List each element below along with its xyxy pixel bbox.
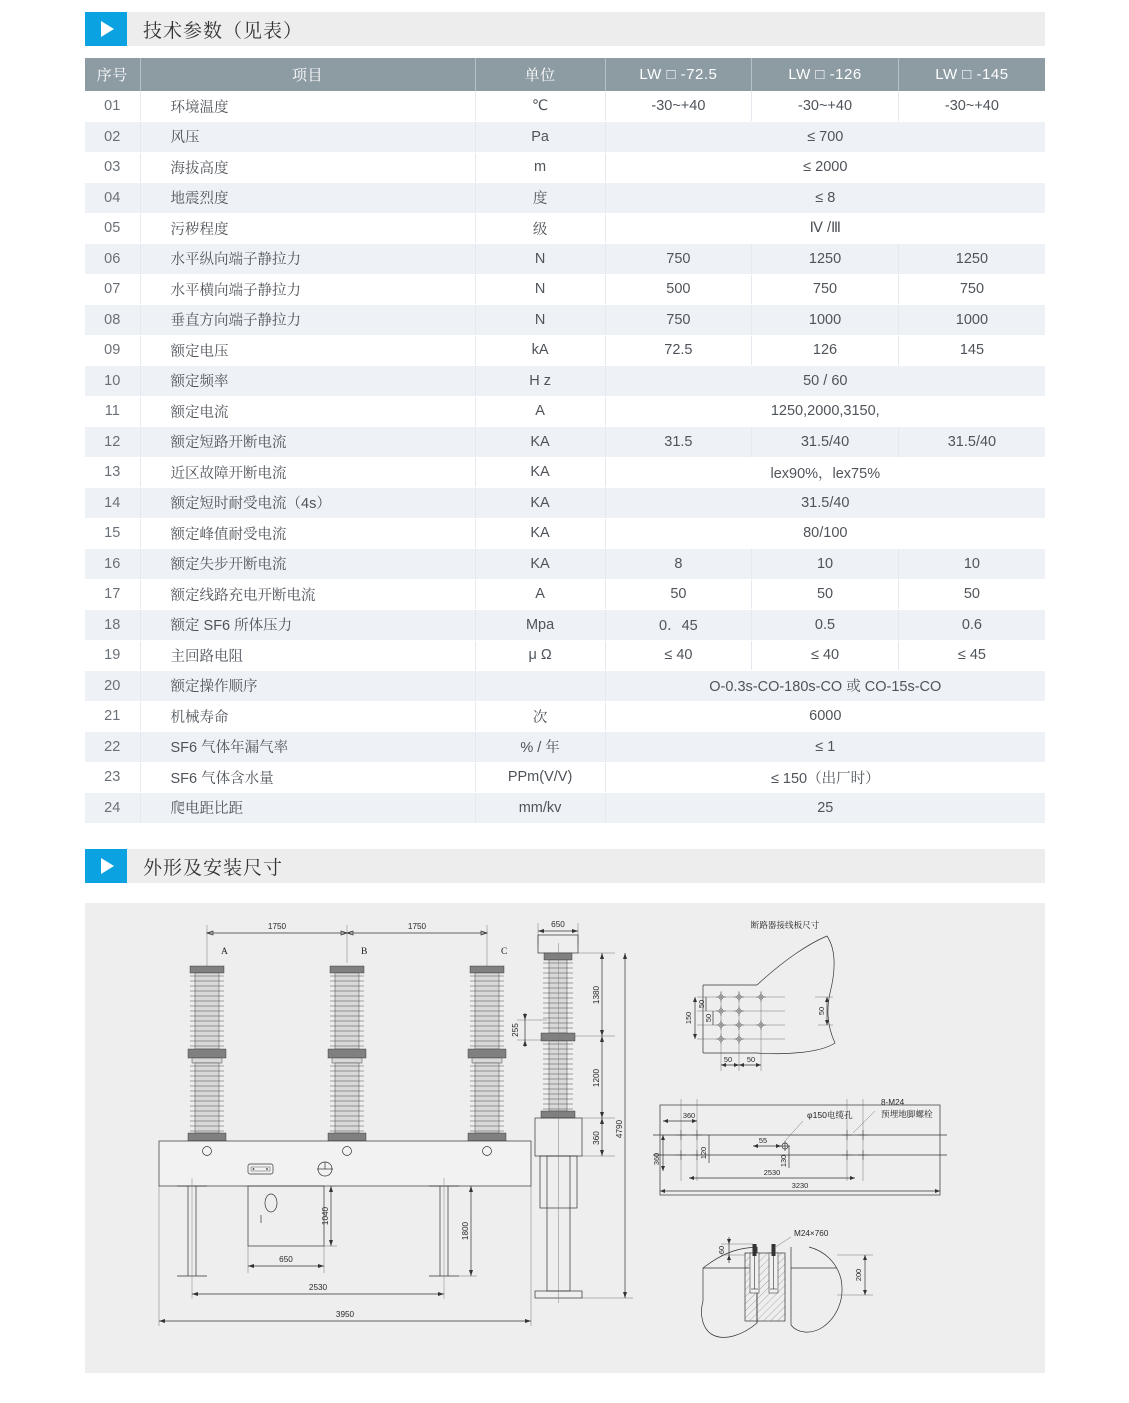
table-row	[85, 671, 1045, 702]
cell-unit: KA	[475, 549, 605, 580]
cell-unit: 级	[475, 213, 605, 244]
table-row	[85, 91, 1045, 122]
cell-item: 额定 SF6 所体压力	[140, 610, 475, 641]
dim-tp-bot-50b: 50	[746, 1055, 756, 1064]
cell-unit: mm/kv	[475, 793, 605, 824]
cell-value-0: 500	[605, 274, 752, 305]
cell-no: 19	[85, 640, 140, 671]
cell-unit: A	[475, 579, 605, 610]
cell-unit: N	[475, 274, 605, 305]
cell-value-0: 8	[605, 549, 752, 580]
cell-item: SF6 气体含水量	[140, 762, 475, 793]
cell-value-1: 50	[752, 579, 899, 610]
cell-value-merged: ≤ 1	[605, 732, 1045, 763]
table-row	[85, 305, 1045, 336]
table-row	[85, 152, 1045, 183]
phase-label-c: C	[501, 947, 508, 957]
dim-cabinet-height: 1040	[321, 1206, 330, 1226]
table-row	[85, 701, 1045, 732]
cell-value-1: 10	[752, 549, 899, 580]
table-row	[85, 762, 1045, 793]
cell-no: 09	[85, 335, 140, 366]
cell-no: 06	[85, 244, 140, 275]
cell-value-merged: 6000	[605, 701, 1045, 732]
table-row	[85, 274, 1045, 305]
cell-value-1: 0.5	[752, 610, 899, 641]
cell-value-1: 126	[752, 335, 899, 366]
cell-item: 额定操作顺序	[140, 671, 475, 702]
cell-no: 03	[85, 152, 140, 183]
table-row	[85, 457, 1045, 488]
cell-unit: N	[475, 305, 605, 336]
table-row	[85, 366, 1045, 397]
cell-no: 23	[85, 762, 140, 793]
cell-unit: 度	[475, 183, 605, 214]
cell-unit	[475, 671, 605, 702]
cell-item: 水平横向端子静拉力	[140, 274, 475, 305]
cell-unit: KA	[475, 427, 605, 458]
cell-value-2: ≤ 45	[898, 640, 1045, 671]
section-header-specs	[85, 12, 1045, 46]
dim-overall-height: 4790	[615, 1119, 624, 1139]
note-bolt-spec: M24×760	[794, 1229, 829, 1238]
cell-value-merged: 31.5/40	[605, 488, 1045, 519]
bolt-hole-grid	[697, 991, 785, 1071]
dim-lower-insulator: 1200	[592, 1068, 601, 1088]
cell-unit: PPm(V/V)	[475, 762, 605, 793]
cell-value-merged: ≤ 700	[605, 122, 1045, 153]
table-row	[85, 640, 1045, 671]
play-triangle-icon	[85, 849, 127, 883]
cell-value-0: 750	[605, 305, 752, 336]
table-row	[85, 518, 1045, 549]
cell-value-0: 72.5	[605, 335, 752, 366]
table-row	[85, 793, 1045, 824]
cell-no: 14	[85, 488, 140, 519]
cell-item: 主回路电阻	[140, 640, 475, 671]
cell-unit: Pa	[475, 122, 605, 153]
cell-unit: Mpa	[475, 610, 605, 641]
table-row	[85, 396, 1045, 427]
cell-no: 15	[85, 518, 140, 549]
side-elevation-view	[511, 920, 633, 1303]
note-bolt-count: 8-M24	[881, 1098, 905, 1107]
table-row	[85, 427, 1045, 458]
cell-unit: kA	[475, 335, 605, 366]
col-header-no: 序号	[85, 58, 140, 91]
cell-item: 额定电流	[140, 396, 475, 427]
cell-item: SF6 气体年漏气率	[140, 732, 475, 763]
support-legs	[177, 1178, 459, 1299]
cell-value-1: 750	[752, 274, 899, 305]
cell-value-2: 0.6	[898, 610, 1045, 641]
cell-no: 02	[85, 122, 140, 153]
col-header-unit: 单位	[475, 58, 605, 91]
cell-item: 额定短时耐受电流（4s）	[140, 488, 475, 519]
cell-item: 额定峰值耐受电流	[140, 518, 475, 549]
dim-bolt-projection: 60	[717, 1245, 726, 1255]
terminal-plate-detail	[684, 919, 835, 1071]
table-row	[85, 213, 1045, 244]
cell-unit: μ Ω	[475, 640, 605, 671]
cell-unit: KA	[475, 457, 605, 488]
cell-no: 01	[85, 91, 140, 122]
cell-item: 额定线路充电开断电流	[140, 579, 475, 610]
cell-value-merged: ≤ 150（出厂时）	[605, 762, 1045, 793]
cell-item: 机械寿命	[140, 701, 475, 732]
cell-value-merged: O-0.3s-CO-180s-CO 或 CO-15s-CO	[605, 671, 1045, 702]
dim-fp-130: 130	[779, 1154, 788, 1168]
cell-value-merged: ≤ 8	[605, 183, 1045, 214]
cell-value-0: 0．45	[605, 610, 752, 641]
cell-item: 风压	[140, 122, 475, 153]
cell-value-2: 31.5/40	[898, 427, 1045, 458]
cell-item: 额定短路开断电流	[140, 427, 475, 458]
cell-no: 05	[85, 213, 140, 244]
section-header-dimensions	[85, 849, 1045, 883]
section-title-specs: 技术参数（见表）	[127, 12, 1045, 46]
cell-item: 海拔高度	[140, 152, 475, 183]
dim-tp-150: 150	[684, 1011, 693, 1025]
cell-no: 07	[85, 274, 140, 305]
table-row	[85, 122, 1045, 153]
dim-leg-height: 1800	[461, 1221, 470, 1241]
dim-pole-spacing-2: 1750	[407, 922, 427, 931]
insulator-column-a	[188, 966, 226, 1141]
cell-value-2: 10	[898, 549, 1045, 580]
cell-unit: KA	[475, 518, 605, 549]
col-header-item: 项目	[140, 58, 475, 91]
dim-fp-55: 55	[758, 1136, 768, 1145]
cell-value-1: 1250	[752, 244, 899, 275]
dim-fp-3230: 3230	[791, 1181, 809, 1190]
cell-item: 环境温度	[140, 91, 475, 122]
cell-value-merged: ≤ 2000	[605, 152, 1045, 183]
cell-value-1: ≤ 40	[752, 640, 899, 671]
phase-label-b: B	[361, 947, 368, 957]
insulator-column-c	[468, 966, 506, 1141]
cell-no: 18	[85, 610, 140, 641]
dim-anchor-span: 2530	[308, 1283, 328, 1292]
dim-tp-50b: 50	[704, 1013, 713, 1023]
cell-value-merged: Ⅳ /Ⅲ	[605, 213, 1045, 244]
cell-unit: H z	[475, 366, 605, 397]
cell-value-merged: 50 / 60	[605, 366, 1045, 397]
spec-table	[85, 58, 1045, 824]
cell-unit: 次	[475, 701, 605, 732]
front-elevation-view	[159, 922, 531, 1326]
cell-value-1: 31.5/40	[752, 427, 899, 458]
foundation-plan-detail	[652, 1098, 947, 1195]
cell-value-merged: 25	[605, 793, 1045, 824]
cell-unit: % / 年	[475, 732, 605, 763]
dimension-drawing-area	[85, 903, 1045, 1373]
table-header-row	[85, 58, 1045, 91]
cell-value-merged: 80/100	[605, 518, 1045, 549]
cell-no: 08	[85, 305, 140, 336]
cell-no: 17	[85, 579, 140, 610]
insulator-column-b	[328, 966, 366, 1141]
dim-tp-50a: 50	[697, 999, 706, 1009]
cell-unit: N	[475, 244, 605, 275]
cell-no: 22	[85, 732, 140, 763]
table-body	[85, 91, 1045, 823]
cell-item: 额定电压	[140, 335, 475, 366]
cell-unit: ℃	[475, 91, 605, 122]
cell-no: 11	[85, 396, 140, 427]
cell-no: 12	[85, 427, 140, 458]
cell-value-0: 750	[605, 244, 752, 275]
cell-value-0: ≤ 40	[605, 640, 752, 671]
cell-item: 垂直方向端子静拉力	[140, 305, 475, 336]
dim-embed-depth: 200	[854, 1268, 863, 1282]
dim-side-top-width: 650	[551, 920, 565, 929]
cell-no: 13	[85, 457, 140, 488]
table-row	[85, 549, 1045, 580]
cell-item: 爬电距比距	[140, 793, 475, 824]
table-row	[85, 732, 1045, 763]
terminal-plate-title: 断路器接线板尺寸	[750, 920, 820, 930]
dim-tp-bot-50a: 50	[723, 1055, 733, 1064]
anchor-bolt-section-detail	[701, 1229, 873, 1337]
dim-overall-width: 3950	[335, 1310, 355, 1319]
dim-fp-2530: 2530	[763, 1168, 781, 1177]
dim-fp-360-left: 360	[652, 1152, 661, 1166]
phase-label-a: A	[221, 947, 228, 957]
table-row	[85, 488, 1045, 519]
col-header-lw126: LW □ -126	[752, 58, 899, 91]
cell-item: 地震烈度	[140, 183, 475, 214]
cell-value-2: 50	[898, 579, 1045, 610]
table-row	[85, 335, 1045, 366]
cell-no: 10	[85, 366, 140, 397]
cell-item: 额定频率	[140, 366, 475, 397]
cell-value-2: 750	[898, 274, 1045, 305]
dim-fp-360-top: 360	[682, 1111, 696, 1120]
cell-value-0: -30~+40	[605, 91, 752, 122]
cell-unit: KA	[475, 488, 605, 519]
dim-mid-flange: 255	[511, 1023, 520, 1037]
dim-tank-height: 360	[592, 1131, 601, 1145]
cell-unit: m	[475, 152, 605, 183]
cell-value-merged: lex90%，lex75%	[605, 457, 1045, 488]
note-bolt-text: 预埋地脚螺栓	[881, 1109, 933, 1119]
cell-unit: A	[475, 396, 605, 427]
table-row	[85, 610, 1045, 641]
cell-value-0: 31.5	[605, 427, 752, 458]
cell-item: 近区故障开断电流	[140, 457, 475, 488]
cell-no: 20	[85, 671, 140, 702]
cell-no: 24	[85, 793, 140, 824]
col-header-lw145: LW □ -145	[898, 58, 1045, 91]
cell-no: 21	[85, 701, 140, 732]
section-title-dimensions: 外形及安装尺寸	[127, 849, 1045, 883]
cell-value-2: 1250	[898, 244, 1045, 275]
dim-pole-spacing-1: 1750	[267, 922, 287, 931]
table-row	[85, 183, 1045, 214]
cell-item: 水平纵向端子静拉力	[140, 244, 475, 275]
dim-upper-insulator: 1380	[592, 985, 601, 1005]
cell-item: 污秽程度	[140, 213, 475, 244]
cell-value-0: 50	[605, 579, 752, 610]
cell-value-2: 1000	[898, 305, 1045, 336]
cell-value-1: 1000	[752, 305, 899, 336]
table-row	[85, 579, 1045, 610]
note-cable-hole: φ150电缆孔	[807, 1110, 853, 1120]
cell-value-2: 145	[898, 335, 1045, 366]
cell-no: 04	[85, 183, 140, 214]
cell-item: 额定失步开断电流	[140, 549, 475, 580]
dim-fp-120: 120	[699, 1146, 708, 1160]
table-row	[85, 244, 1045, 275]
cell-value-1: -30~+40	[752, 91, 899, 122]
col-header-lw725: LW □ -72.5	[605, 58, 752, 91]
cell-value-merged: 1250,2000,3150,	[605, 396, 1045, 427]
cell-no: 16	[85, 549, 140, 580]
play-triangle-icon	[85, 12, 127, 46]
dim-cabinet-width: 650	[279, 1255, 293, 1264]
dim-tp-right-50: 50	[817, 1006, 826, 1016]
cell-value-2: -30~+40	[898, 91, 1045, 122]
